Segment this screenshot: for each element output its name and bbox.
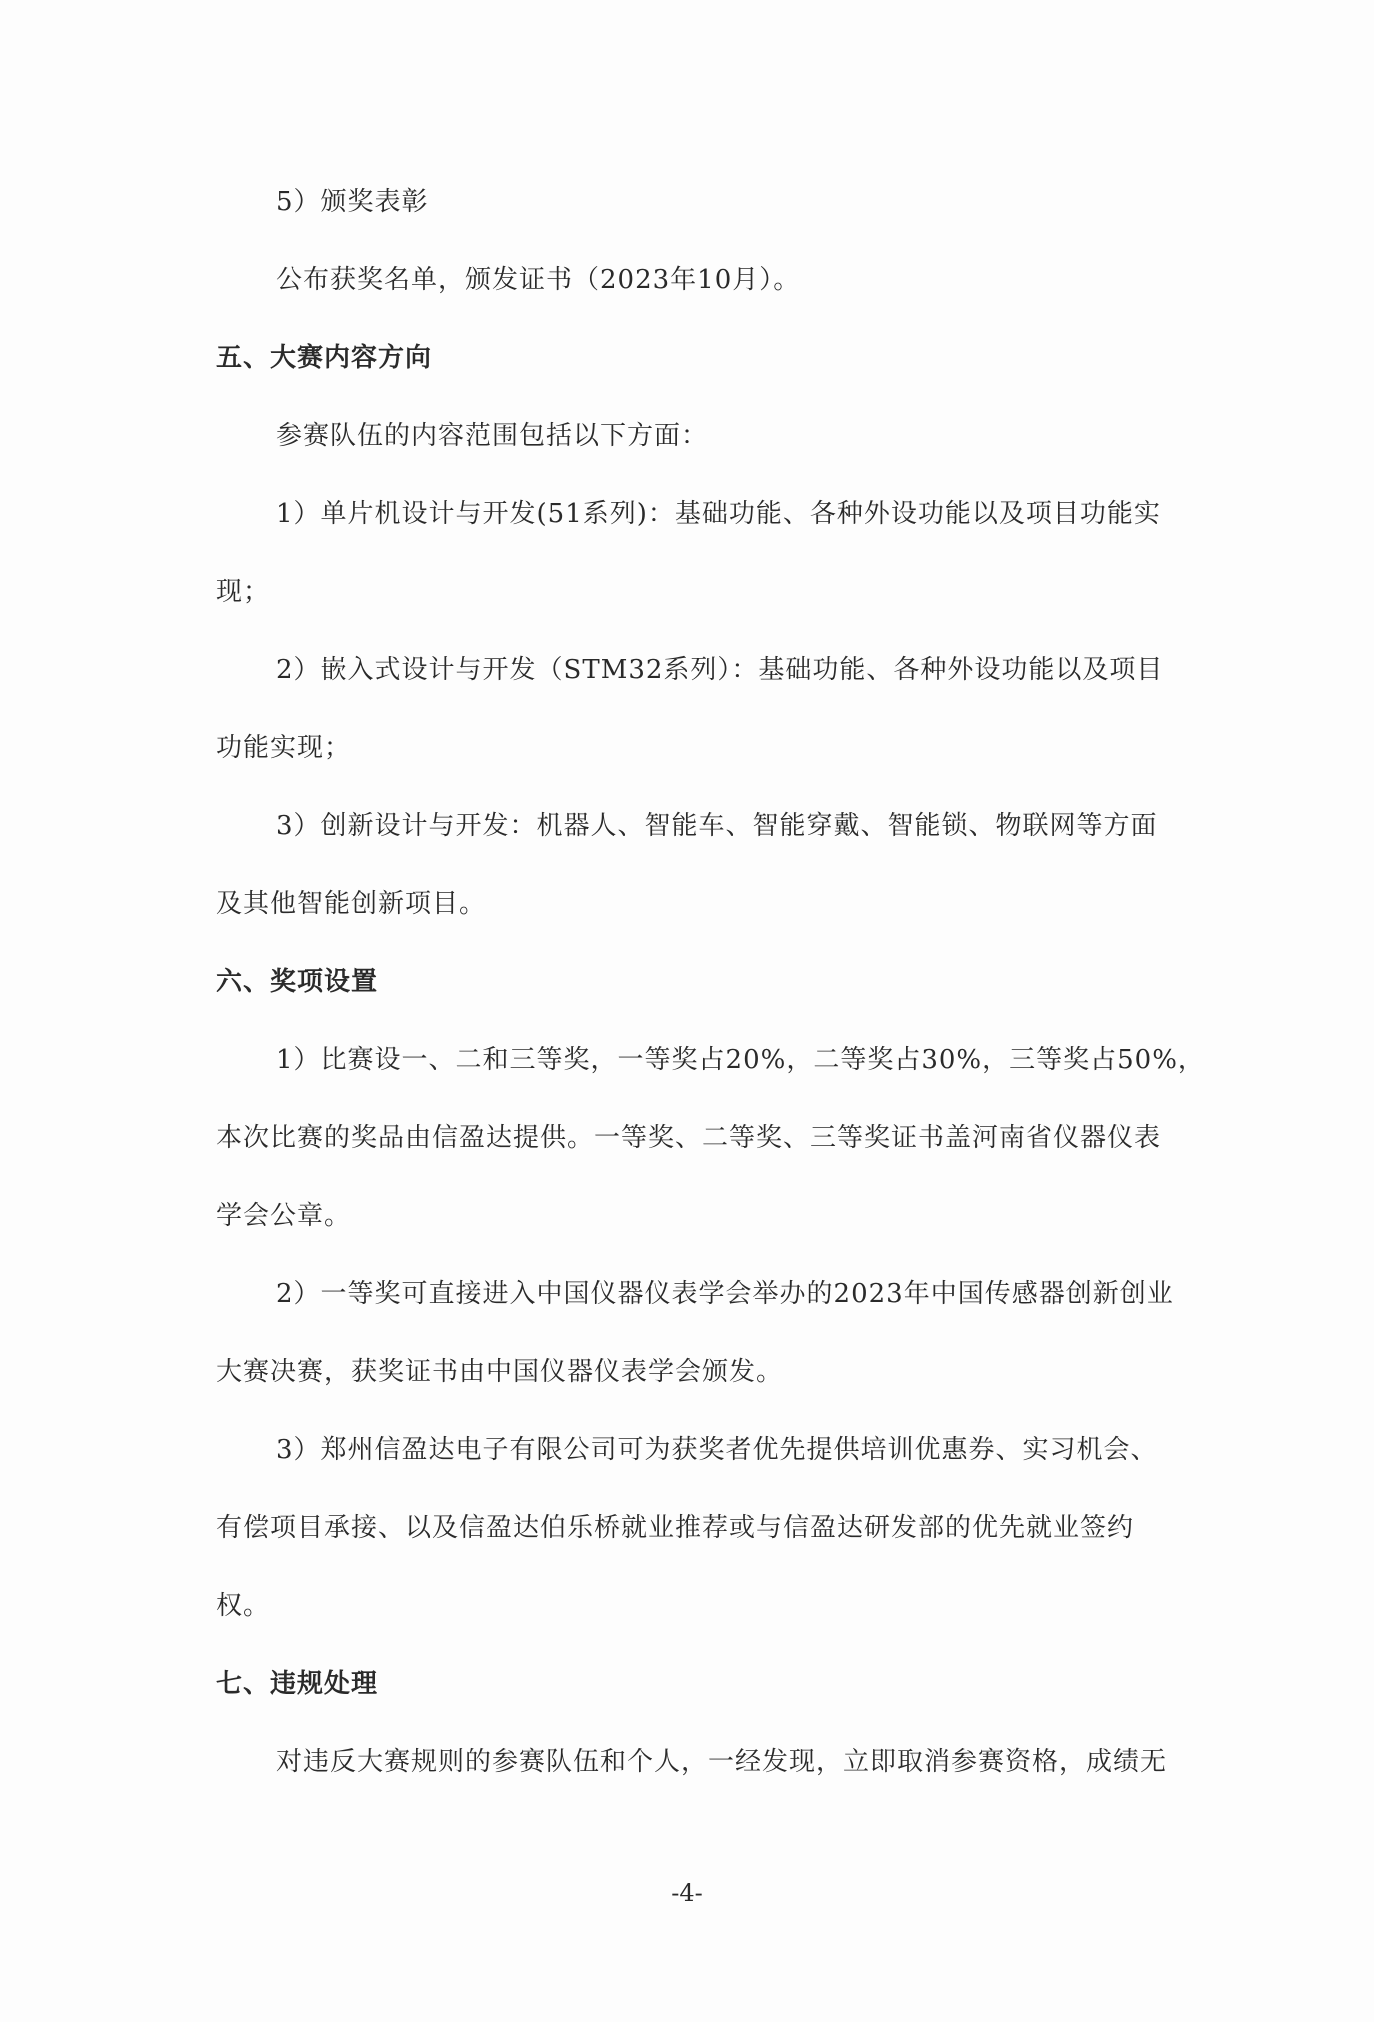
item-award-ceremony: 5）颁奖表彰: [276, 187, 429, 217]
item-mcu-design-line1: 1）单片机设计与开发(51系列)：基础功能、各种外设功能以及项目功能实: [276, 499, 1161, 529]
paragraph-award-announcement: 公布获奖名单，颁发证书（2023年10月）。: [276, 265, 801, 295]
item-award-levels-line2: 本次比赛的奖品由信盈达提供。一等奖、二等奖、三等奖证书盖河南省仪器仪表: [216, 1123, 1162, 1153]
item-embedded-design-line2: 功能实现；: [216, 733, 352, 763]
item-first-prize-line1: 2）一等奖可直接进入中国仪器仪表学会举办的2023年中国传感器创新创业: [276, 1279, 1174, 1309]
section-heading-content-direction: 五、大赛内容方向: [216, 343, 433, 373]
paragraph-content-scope: 参赛队伍的内容范围包括以下方面：: [276, 421, 709, 451]
section-heading-awards: 六、奖项设置: [216, 967, 379, 997]
section-heading-violations: 七、违规处理: [216, 1669, 379, 1699]
page-number: -4-: [671, 1879, 703, 1907]
item-innovation-design-line2: 及其他智能创新项目。: [216, 889, 487, 919]
item-mcu-design-line2: 现；: [216, 577, 271, 607]
item-first-prize-line2: 大赛决赛，获奖证书由中国仪器仪表学会颁发。: [216, 1357, 784, 1387]
item-company-benefits-line3: 权。: [216, 1591, 271, 1621]
item-company-benefits-line1: 3）郑州信盈达电子有限公司可为获奖者优先提供培训优惠券、实习机会、: [276, 1435, 1158, 1465]
item-award-levels-line1: 1）比赛设一、二和三等奖，一等奖占20%，二等奖占30%，三等奖占50%，: [276, 1045, 1205, 1075]
paragraph-violation-handling: 对违反大赛规则的参赛队伍和个人，一经发现，立即取消参赛资格，成绩无: [276, 1747, 1168, 1777]
item-award-levels-line3: 学会公章。: [216, 1201, 352, 1231]
item-innovation-design-line1: 3）创新设计与开发：机器人、智能车、智能穿戴、智能锁、物联网等方面: [276, 811, 1158, 841]
item-embedded-design-line1: 2）嵌入式设计与开发（STM32系列）：基础功能、各种外设功能以及项目: [276, 655, 1164, 685]
item-company-benefits-line2: 有偿项目承接、以及信盈达伯乐桥就业推荐或与信盈达研发部的优先就业签约: [216, 1513, 1135, 1543]
